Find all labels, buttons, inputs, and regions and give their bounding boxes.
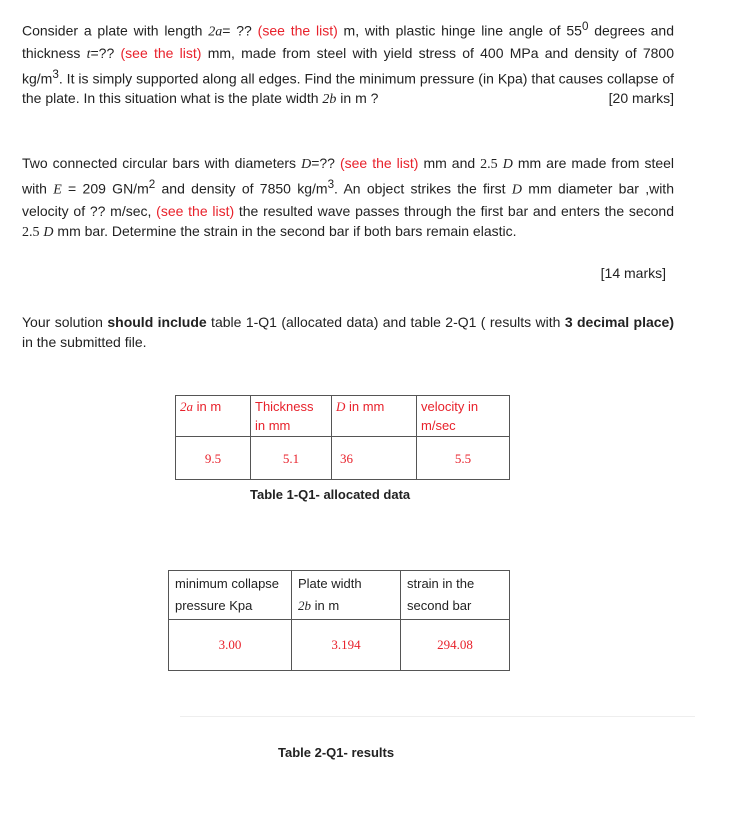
q2-text-part: =?? — [311, 155, 340, 171]
header-strain: strain in the second bar — [401, 571, 510, 620]
diameter-variable: D — [502, 157, 513, 172]
cell-thickness-value: 5.1 — [251, 437, 332, 480]
degree-superscript: 0 — [581, 20, 589, 33]
cell-pressure-value: 3.00 — [169, 620, 292, 671]
header-unit: in m — [311, 598, 340, 613]
header-plate-length — [176, 396, 251, 437]
q2-text-part: Two connected circular bars with diameters — [22, 155, 302, 171]
ratio-value: 2.5 — [22, 224, 40, 240]
question-1-text — [22, 17, 674, 110]
instructions-text: table 1-Q1 (allocated data) and table 2-Q1 ( results with — [206, 314, 565, 330]
header-text: Plate width — [298, 576, 362, 591]
cell-diameter-value: 36 — [332, 437, 417, 480]
q1-marks: [20 marks] — [608, 90, 674, 107]
q1-text-part: degrees and thickness — [22, 22, 674, 61]
header-diameter — [332, 396, 417, 437]
table-1-caption: Table 1-Q1- allocated data — [250, 487, 411, 502]
instructions-bold: should include — [107, 314, 207, 330]
header-plate-width — [292, 571, 401, 620]
see-list-note: (see the list) — [257, 22, 338, 39]
results-table — [168, 570, 510, 671]
q2-marks: [14 marks] — [600, 265, 666, 281]
diameter-variable: D — [301, 157, 312, 172]
header-velocity: velocity in m/sec — [417, 396, 510, 437]
length-variable: 2a — [208, 24, 223, 40]
q1-text-part: in m ? — [336, 90, 379, 107]
see-list-note: (see the list) — [120, 44, 202, 61]
cell-velocity-value: 5.5 — [417, 437, 510, 480]
q2-text-part: mm and — [418, 155, 481, 171]
see-list-note: (see the list) — [339, 155, 419, 171]
ratio-value: 2.5 — [480, 157, 498, 172]
table-row — [169, 620, 510, 671]
q1-text-part: =?? — [90, 44, 121, 61]
thickness-variable: t — [86, 46, 91, 62]
question-2-text — [22, 153, 674, 243]
q1-text-part: = ?? — [222, 22, 258, 39]
instructions-bold: 3 decimal place) — [564, 314, 675, 330]
q1-text-part: m, with plastic hinge line angle of 55 — [337, 22, 582, 39]
cell-strain-value: 294.08 — [401, 620, 510, 671]
length-variable: 2a — [180, 399, 193, 414]
q2-text-part: and density of 7850 kg/m — [155, 180, 328, 197]
width-variable: 2b — [322, 92, 337, 108]
q2-text-part: mm are made from steel with — [22, 155, 675, 197]
table-header-row — [169, 571, 510, 620]
cell-length-value: 9.5 — [176, 437, 251, 480]
header-thickness: Thickness in mm — [251, 396, 332, 437]
q2-text-part: mm diameter bar ,with velocity of ?? m/sec, — [22, 180, 674, 219]
cube-superscript: 3 — [52, 67, 59, 81]
header-unit: in mm — [345, 399, 385, 414]
q2-text-part: the resulted wave passes through the first bar and enters the second — [234, 202, 675, 219]
allocated-data-table — [175, 395, 510, 480]
diameter-variable: D — [511, 182, 522, 198]
submission-instructions — [22, 312, 674, 352]
table-2-caption: Table 2-Q1- results — [278, 745, 395, 760]
modulus-variable: E — [53, 182, 62, 198]
instructions-text: in the submitted file. — [22, 334, 147, 350]
see-list-note: (see the list) — [156, 202, 235, 219]
cube-superscript: 3 — [327, 178, 335, 191]
q2-text-part: mm bar. Determine the strain in the second bar if both bars remain elastic. — [53, 222, 517, 239]
header-collapse-pressure: minimum collapse pressure Kpa — [169, 571, 292, 620]
cell-width-value: 3.194 — [292, 620, 401, 671]
divider — [180, 716, 695, 717]
diameter-variable: D — [43, 224, 54, 240]
instructions-text: Your solution — [22, 314, 108, 330]
header-unit: in m — [193, 399, 222, 414]
diameter-variable: D — [336, 399, 346, 414]
width-variable: 2b — [298, 598, 311, 613]
q1-text-part: . It is simply supported along all edges. Find the minimum pressure (in Kpa) that causes collapse of the plate. In this situation what is the plate width — [22, 70, 674, 107]
q1-text-part: Consider a plate with length — [22, 22, 209, 39]
q1-text-part: mm, made from steel with yield stress of 400 MPa and density of 7800 kg/m — [22, 44, 675, 87]
table-header-row — [176, 396, 510, 437]
table-row — [176, 437, 510, 480]
q2-text-part: . An object strikes the first — [334, 180, 512, 197]
square-superscript: 2 — [148, 178, 156, 191]
q2-text-part: = 209 GN/m — [61, 180, 149, 197]
